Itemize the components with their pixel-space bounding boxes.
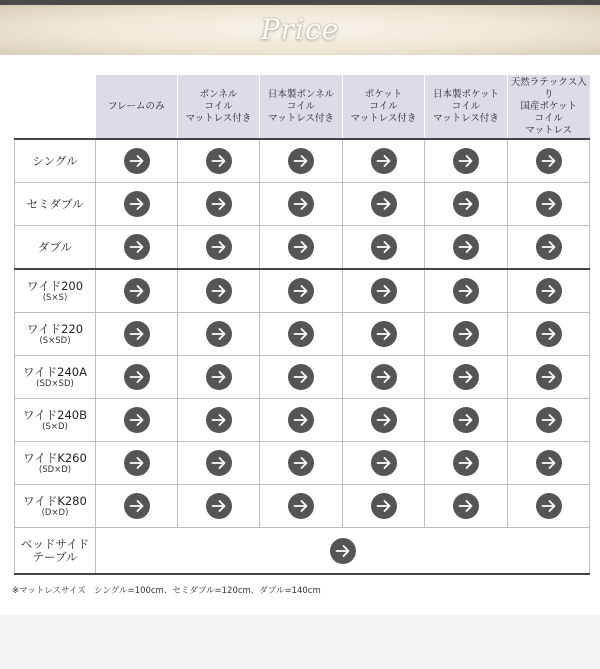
- arrow-right-circle-icon[interactable]: [453, 450, 479, 476]
- arrow-right-circle-icon[interactable]: [124, 234, 150, 260]
- arrow-right-circle-icon[interactable]: [536, 148, 562, 174]
- arrow-right-circle-icon[interactable]: [288, 278, 314, 304]
- price-link-cell[interactable]: [343, 269, 425, 313]
- price-link-cell[interactable]: [425, 313, 508, 356]
- price-link-cell[interactable]: [178, 313, 260, 356]
- arrow-right-circle-icon[interactable]: [536, 191, 562, 217]
- price-body: [15, 139, 590, 574]
- price-link-cell[interactable]: [260, 139, 343, 183]
- price-link-cell[interactable]: [343, 485, 425, 528]
- arrow-right-circle-icon[interactable]: [206, 234, 232, 260]
- header-corner: [15, 75, 96, 138]
- price-link-cell[interactable]: [96, 269, 178, 313]
- footer-area: [0, 615, 600, 669]
- price-link-cell[interactable]: [178, 183, 260, 226]
- arrow-right-circle-icon[interactable]: [288, 364, 314, 390]
- price-link-cell[interactable]: [178, 356, 260, 399]
- arrow-right-circle-icon[interactable]: [453, 234, 479, 260]
- price-link-cell[interactable]: [260, 183, 343, 226]
- price-link-cell[interactable]: [178, 485, 260, 528]
- price-link-cell[interactable]: [425, 356, 508, 399]
- price-link-cell[interactable]: [96, 139, 178, 183]
- header-row: [15, 75, 590, 138]
- arrow-right-circle-icon[interactable]: [371, 493, 397, 519]
- row-sublabel: (SD×D): [38, 464, 72, 475]
- price-row: [15, 485, 590, 528]
- row-label-cell: [15, 399, 96, 442]
- price-table: [14, 75, 590, 575]
- column-header: フレームのみ: [96, 75, 178, 138]
- arrow-right-circle-icon[interactable]: [453, 321, 479, 347]
- price-link-cell[interactable]: [260, 356, 343, 399]
- row-sublabel: (D×D): [41, 507, 69, 518]
- arrow-right-circle-icon[interactable]: [453, 278, 479, 304]
- row-label-cell: [15, 269, 96, 313]
- price-link-cell[interactable]: [96, 313, 178, 356]
- price-link-cell[interactable]: [508, 356, 590, 399]
- arrow-right-circle-icon[interactable]: [371, 278, 397, 304]
- price-row: [15, 183, 590, 226]
- price-link-cell[interactable]: [425, 139, 508, 183]
- column-header: ポケット コイル マットレス付き: [343, 75, 425, 138]
- row-label: ダブル: [37, 239, 73, 254]
- price-row: [15, 226, 590, 270]
- row-label: ワイド220: [26, 321, 84, 336]
- price-link-cell[interactable]: [96, 399, 178, 442]
- arrow-right-circle-icon[interactable]: [124, 493, 150, 519]
- arrow-right-circle-icon[interactable]: [330, 538, 356, 564]
- row-sublabel: (SD×SD): [36, 378, 74, 389]
- price-link-cell[interactable]: [178, 269, 260, 313]
- arrow-right-circle-icon[interactable]: [536, 234, 562, 260]
- price-content: [0, 55, 600, 615]
- price-link-cell[interactable]: [96, 442, 178, 485]
- price-link-cell[interactable]: [508, 313, 590, 356]
- row-label: ワイド200: [26, 278, 84, 293]
- price-link-cell[interactable]: [343, 313, 425, 356]
- arrow-right-circle-icon[interactable]: [206, 407, 232, 433]
- arrow-right-circle-icon[interactable]: [536, 450, 562, 476]
- row-label-cell: [15, 183, 96, 226]
- price-link-cell[interactable]: [343, 183, 425, 226]
- arrow-right-circle-icon[interactable]: [371, 407, 397, 433]
- arrow-right-circle-icon[interactable]: [288, 191, 314, 217]
- price-link-cell[interactable]: [425, 183, 508, 226]
- arrow-right-circle-icon[interactable]: [371, 450, 397, 476]
- price-link-cell[interactable]: [260, 485, 343, 528]
- price-link-cell[interactable]: [343, 442, 425, 485]
- price-link-cell[interactable]: [508, 183, 590, 226]
- price-link-cell[interactable]: [96, 485, 178, 528]
- arrow-right-circle-icon[interactable]: [288, 407, 314, 433]
- price-link-cell[interactable]: [425, 399, 508, 442]
- arrow-right-circle-icon[interactable]: [206, 191, 232, 217]
- bedside-table-label: ベッドサイド テーブル: [15, 528, 96, 575]
- arrow-right-circle-icon[interactable]: [536, 364, 562, 390]
- arrow-right-circle-icon[interactable]: [124, 321, 150, 347]
- arrow-right-circle-icon[interactable]: [453, 148, 479, 174]
- row-sublabel: (S×S): [42, 292, 68, 303]
- arrow-right-circle-icon[interactable]: [124, 364, 150, 390]
- price-link-cell[interactable]: [260, 313, 343, 356]
- bedside-table-row: [15, 528, 590, 575]
- row-label: ワイドK260: [23, 450, 87, 465]
- arrow-right-circle-icon[interactable]: [288, 234, 314, 260]
- row-label: ワイドK280: [23, 493, 87, 508]
- arrow-right-circle-icon[interactable]: [371, 364, 397, 390]
- price-link-cell[interactable]: [178, 226, 260, 270]
- arrow-right-circle-icon[interactable]: [206, 148, 232, 174]
- price-link-cell[interactable]: [178, 399, 260, 442]
- mattress-size-note: ※マットレスサイズ シングル=100cm、セミダブル=120cm、ダブル=140cm: [12, 586, 321, 596]
- price-link-cell[interactable]: [178, 442, 260, 485]
- price-row: [15, 442, 590, 485]
- column-header: 天然ラテックス入り 国産ポケット コイル マットレス: [508, 75, 590, 138]
- arrow-right-circle-icon[interactable]: [536, 278, 562, 304]
- arrow-right-circle-icon[interactable]: [206, 321, 232, 347]
- arrow-right-circle-icon[interactable]: [371, 321, 397, 347]
- price-link-cell[interactable]: [260, 442, 343, 485]
- arrow-right-circle-icon[interactable]: [124, 191, 150, 217]
- arrow-right-circle-icon[interactable]: [124, 148, 150, 174]
- price-link-cell[interactable]: [425, 269, 508, 313]
- price-link-cell[interactable]: [343, 399, 425, 442]
- row-sublabel: (S×SD): [39, 335, 71, 346]
- arrow-right-circle-icon[interactable]: [206, 364, 232, 390]
- column-header: ボンネル コイル マットレス付き: [178, 75, 260, 138]
- arrow-right-circle-icon[interactable]: [453, 407, 479, 433]
- arrow-right-circle-icon[interactable]: [124, 407, 150, 433]
- price-link-cell[interactable]: [425, 442, 508, 485]
- price-link-cell[interactable]: [260, 269, 343, 313]
- row-label: ワイド240B: [23, 407, 87, 422]
- arrow-right-circle-icon[interactable]: [288, 493, 314, 519]
- price-banner: [0, 5, 600, 55]
- arrow-right-circle-icon[interactable]: [453, 493, 479, 519]
- arrow-right-circle-icon[interactable]: [536, 407, 562, 433]
- row-label-cell: [15, 442, 96, 485]
- price-link-cell[interactable]: [178, 139, 260, 183]
- price-row: [15, 139, 590, 183]
- arrow-right-circle-icon[interactable]: [206, 450, 232, 476]
- price-link-cell[interactable]: [343, 356, 425, 399]
- price-link-cell[interactable]: [508, 485, 590, 528]
- arrow-right-circle-icon[interactable]: [288, 450, 314, 476]
- price-link-cell[interactable]: [508, 399, 590, 442]
- row-label-cell: [15, 485, 96, 528]
- price-row: [15, 313, 590, 356]
- bedside-table-link-cell[interactable]: [96, 528, 590, 575]
- row-label-cell: [15, 139, 96, 183]
- arrow-right-circle-icon[interactable]: [453, 191, 479, 217]
- arrow-right-circle-icon[interactable]: [206, 278, 232, 304]
- price-row: [15, 356, 590, 399]
- row-label-cell: [15, 356, 96, 399]
- row-label-cell: [15, 313, 96, 356]
- arrow-right-circle-icon[interactable]: [453, 364, 479, 390]
- price-link-cell[interactable]: [508, 442, 590, 485]
- arrow-right-circle-icon[interactable]: [124, 278, 150, 304]
- row-label: ワイド240A: [23, 364, 87, 379]
- row-sublabel: (S×D): [42, 421, 68, 432]
- column-header: 日本製ポケット コイル マットレス付き: [425, 75, 508, 138]
- arrow-right-circle-icon[interactable]: [371, 191, 397, 217]
- column-header: 日本製ボンネル コイル マットレス付き: [260, 75, 343, 138]
- arrow-right-circle-icon[interactable]: [536, 321, 562, 347]
- arrow-right-circle-icon[interactable]: [288, 148, 314, 174]
- price-link-cell[interactable]: [96, 183, 178, 226]
- price-link-cell[interactable]: [508, 226, 590, 270]
- price-link-cell[interactable]: [260, 226, 343, 270]
- price-link-cell[interactable]: [343, 226, 425, 270]
- arrow-right-circle-icon[interactable]: [124, 450, 150, 476]
- arrow-right-circle-icon[interactable]: [288, 321, 314, 347]
- price-link-cell[interactable]: [508, 269, 590, 313]
- price-link-cell[interactable]: [343, 139, 425, 183]
- arrow-right-circle-icon[interactable]: [536, 493, 562, 519]
- price-link-cell[interactable]: [96, 356, 178, 399]
- price-link-cell[interactable]: [96, 226, 178, 270]
- price-row: [15, 399, 590, 442]
- arrow-right-circle-icon[interactable]: [371, 234, 397, 260]
- price-link-cell[interactable]: [508, 139, 590, 183]
- arrow-right-circle-icon[interactable]: [206, 493, 232, 519]
- price-link-cell[interactable]: [425, 226, 508, 270]
- arrow-right-circle-icon[interactable]: [371, 148, 397, 174]
- price-row: [15, 269, 590, 313]
- row-label: シングル: [32, 153, 78, 168]
- banner-title: Price: [260, 13, 340, 46]
- row-label: セミダブル: [26, 196, 84, 211]
- price-link-cell[interactable]: [425, 485, 508, 528]
- price-link-cell[interactable]: [260, 399, 343, 442]
- row-label-cell: [15, 226, 96, 270]
